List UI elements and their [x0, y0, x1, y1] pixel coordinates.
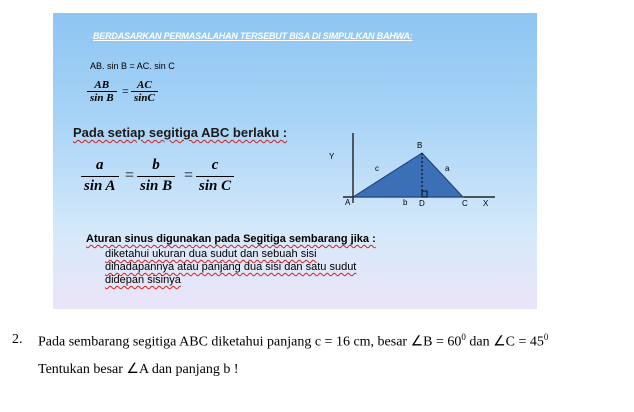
slide-heading: Pada setiap segitiga ABC berlaku :: [73, 125, 288, 140]
ratio-ab-denominator: sin B: [87, 91, 117, 104]
ratio-ac-numerator: AC: [137, 79, 152, 91]
question-number: 2.: [12, 332, 23, 347]
question-line-1: [38, 332, 548, 351]
label-c: C: [462, 199, 468, 208]
sine-rule-b-denominator: sin B: [137, 176, 175, 195]
sine-rule-b-numerator: b: [152, 157, 160, 173]
rule-heading: [86, 233, 376, 245]
sine-rule-a-numerator: a: [96, 157, 104, 173]
label-side-c: c: [375, 164, 379, 173]
sine-rule-equals-1: =: [125, 167, 135, 184]
sine-rule-c-numerator: c: [211, 157, 219, 173]
triangle-diagram: [323, 133, 498, 213]
label-b: B: [417, 141, 423, 150]
label-side-b: b: [403, 198, 408, 207]
rule-line-1: diketahui ukuran dua sudut dan sebuah sisi: [105, 248, 317, 260]
question-line-1-text-b: dan ∠C = 45: [465, 334, 544, 350]
slide-image: [53, 13, 537, 309]
ratio-ab: [87, 79, 117, 104]
triangle-shape: [353, 153, 463, 197]
rule-line-3: didepan sisinya: [105, 274, 181, 286]
sine-rule-c-denominator: sin C: [196, 176, 234, 195]
sine-rule-b: [137, 156, 175, 195]
question-line-1-text-a: Pada sembarang segitiga ABC diketahui panjang c = 16 cm, besar ∠B = 60: [38, 334, 462, 350]
question-sup-1: 0: [461, 332, 466, 342]
ratio-ac-denominator: sinC: [131, 91, 158, 104]
question-sup-2: 0: [543, 332, 549, 342]
ratio-equals: =: [122, 84, 129, 98]
rule-line-2: dihadapannya atau panjang dua sisi dan satu sudut: [105, 261, 357, 273]
sine-rule-a-denominator: sin A: [81, 176, 119, 195]
rule-heading-text: Aturan sinus digunakan pada Segitiga sembarang jika :: [86, 233, 376, 245]
label-x-axis: X: [483, 199, 489, 208]
ratio-ab-numerator: AB: [94, 79, 110, 91]
label-side-a: a: [445, 164, 450, 173]
sine-rule-equals-2: =: [184, 167, 194, 184]
sine-rule-c: [196, 156, 234, 195]
sine-rule-a: [81, 156, 119, 195]
label-y-axis: Y: [329, 152, 335, 161]
slide-banner: BERDASARKAN PERMASALAHAN TERSEBUT BISA DI SIMPULKAN BAHWA:: [93, 31, 413, 41]
ratio-ac: [131, 79, 158, 104]
equation-line: AB. sin B = AC. sin C: [90, 61, 175, 71]
label-a: A: [345, 198, 351, 207]
label-d: D: [419, 199, 425, 208]
question-line-2: Tentukan besar ∠A dan panjang b !: [38, 362, 239, 377]
